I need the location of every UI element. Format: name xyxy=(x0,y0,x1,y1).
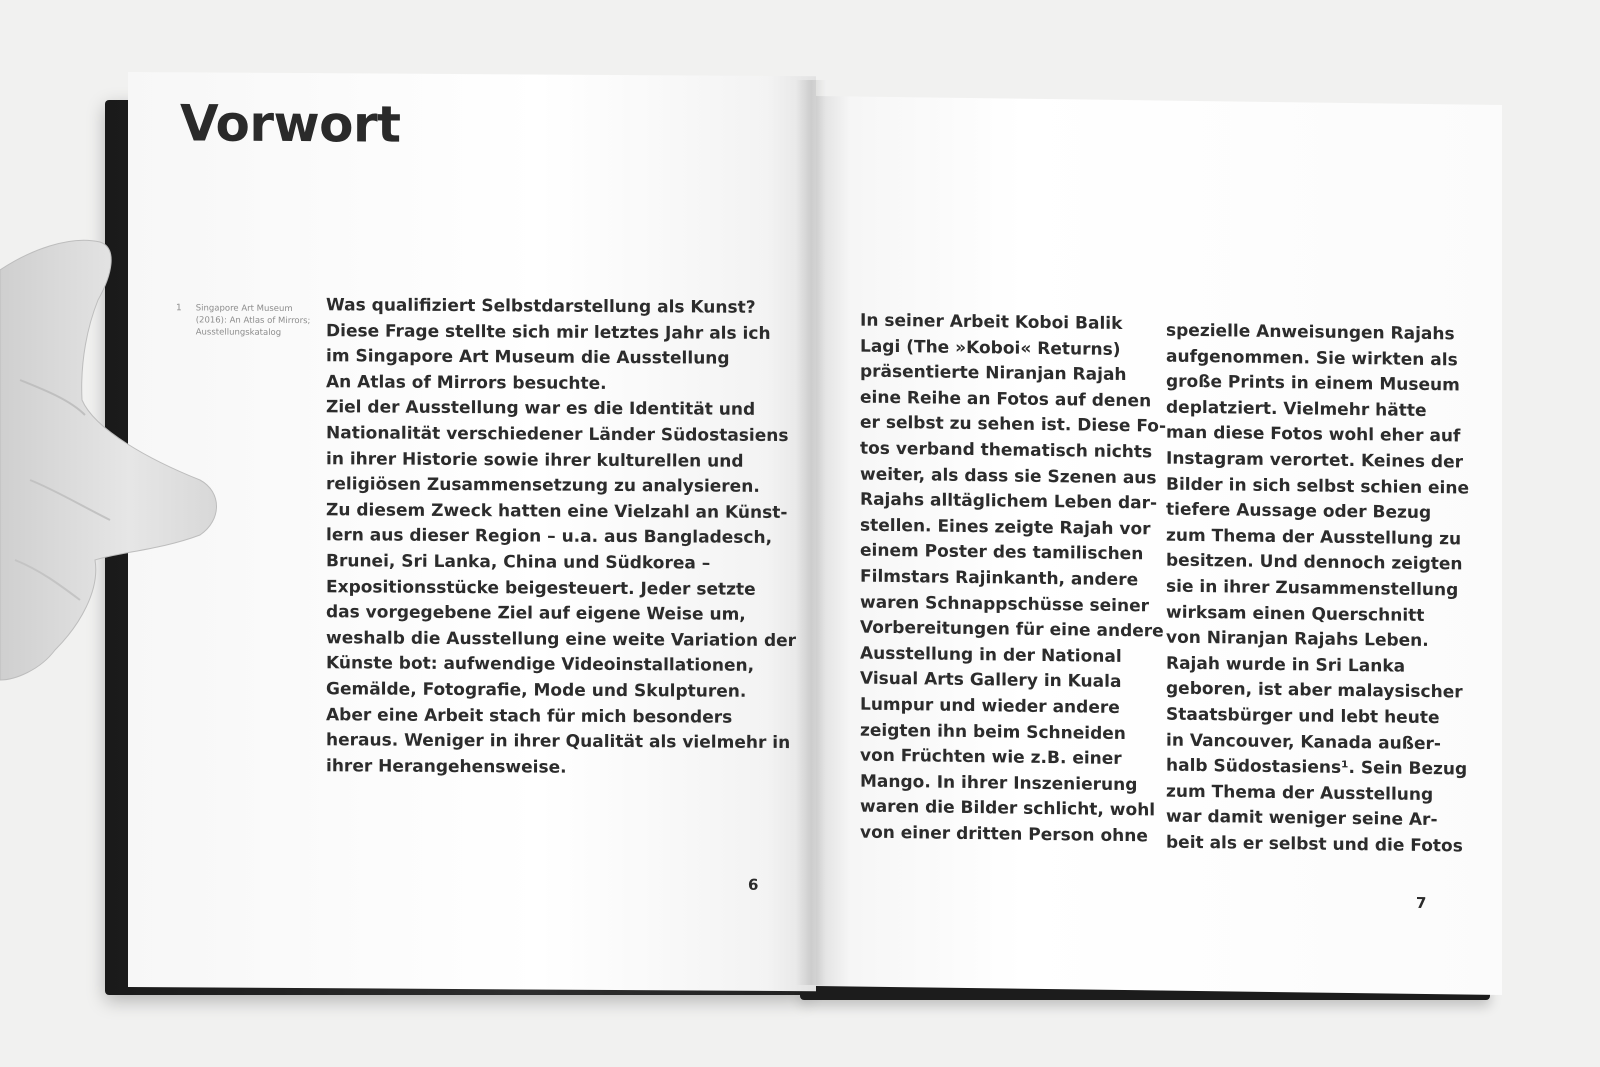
text-line: Brunei, Sri Lanka, China und Südkorea – xyxy=(326,551,711,574)
text-line: Ziel der Ausstellung war es die Identität und xyxy=(326,397,756,421)
text-line: tos verband thematisch nichts xyxy=(860,438,1153,463)
right-column-b xyxy=(1166,319,1469,860)
text-line: Nationalität verschiedener Länder Südostasiens xyxy=(326,423,789,447)
text-line: lern aus dieser Region – u.a. aus Bangladesch, xyxy=(326,525,773,549)
text-line: tiefere Aussage oder Bezug xyxy=(1166,499,1432,524)
text-line: spezielle Anweisungen Rajahs xyxy=(1166,320,1455,345)
text-line: zeigten ihn beim Schneiden xyxy=(860,720,1126,744)
right-column-a xyxy=(860,309,1166,850)
right-page xyxy=(816,96,1502,995)
text-line: halb Südostasiens¹. Sein Bezug xyxy=(1166,755,1468,780)
text-line: von Niranjan Rajahs Leben. xyxy=(1166,627,1429,652)
text-line: zum Thema der Ausstellung xyxy=(1166,781,1434,805)
text-line: war damit weniger seine Ar- xyxy=(1166,806,1438,831)
text-line: Expositionsstücke beigesteuert. Jeder setzte xyxy=(326,576,756,600)
page-number-left: 6 xyxy=(748,875,759,894)
text-line: Rajahs alltäglichem Leben dar- xyxy=(860,489,1158,514)
text-line: Ausstellung in der National xyxy=(860,643,1122,667)
text-line: er selbst zu sehen ist. Diese Fo- xyxy=(860,412,1166,437)
page-heading: Vorwort xyxy=(180,94,401,154)
text-line: Vorbereitungen für eine andere xyxy=(860,617,1164,642)
text-line: Diese Frage stellte sich mir letztes Jahr als ich xyxy=(326,320,771,344)
left-page xyxy=(128,72,816,991)
text-line: weshalb die Ausstellung eine weite Variation der xyxy=(326,627,797,651)
text-line: Staatsbürger und lebt heute xyxy=(1166,704,1440,729)
text-line: präsentierte Niranjan Rajah xyxy=(860,361,1127,386)
text-line: besitzen. Und dennoch zeigten xyxy=(1166,550,1463,575)
text-line: in Vancouver, Kanada außer- xyxy=(1166,730,1441,754)
text-line: große Prints in einem Museum xyxy=(1166,371,1460,396)
text-line: stellen. Eines zeigte Rajah vor xyxy=(860,515,1151,540)
text-line: das vorgegebene Ziel auf eigene Weise um, xyxy=(326,602,746,625)
text-line: im Singapore Art Museum die Ausstellung xyxy=(326,346,730,369)
text-line: An Atlas of Mirrors besuchte. xyxy=(326,371,607,394)
text-line: religiösen Zusammensetzung zu analysieren. xyxy=(326,474,760,498)
text-line: wirksam einen Querschnitt xyxy=(1166,602,1425,626)
text-line: aufgenommen. Sie wirkten als xyxy=(1166,346,1458,370)
text-line: beit als er selbst und die Fotos xyxy=(1166,832,1463,857)
text-line: man diese Fotos wohl eher auf xyxy=(1166,422,1461,447)
text-line: geboren, ist aber malaysischer xyxy=(1166,678,1463,703)
text-line: Gemälde, Fotografie, Mode und Skulpturen. xyxy=(326,679,747,702)
text-line: ihrer Herangehensweise. xyxy=(326,755,567,778)
text-line: deplatziert. Vielmehr hätte xyxy=(1166,397,1427,421)
text-line: Lagi (The »Koboi« Returns) xyxy=(860,336,1121,360)
text-line: zum Thema der Ausstellung zu xyxy=(1166,525,1462,550)
text-line: heraus. Weniger in ihrer Qualität als vielmehr in xyxy=(326,730,791,754)
page-number-right: 7 xyxy=(1416,893,1427,912)
text-line: sie in ihrer Zusammenstellung xyxy=(1166,576,1459,601)
text-line: Rajah wurde in Sri Lanka xyxy=(1166,653,1406,677)
glove-hand xyxy=(0,230,230,700)
text-line: In seiner Arbeit Koboi Balik xyxy=(860,310,1123,335)
text-line: einem Poster des tamilischen xyxy=(860,540,1144,565)
text-line: Was qualifiziert Selbstdarstellung als Kunst? xyxy=(326,295,756,318)
text-line: eine Reihe an Fotos auf denen xyxy=(860,387,1152,412)
text-line: von einer dritten Person ohne xyxy=(860,822,1148,847)
left-body-text xyxy=(326,293,797,782)
text-line: Instagram verortet. Keines der xyxy=(1166,448,1464,473)
text-line: Lumpur und wieder andere xyxy=(860,694,1120,718)
footnote-text: Singapore Art Museum (2016): An Atlas of Mirrors; Ausstellungskatalog xyxy=(195,303,311,338)
text-line: waren Schnappschüsse seiner xyxy=(860,592,1150,616)
text-line: Mango. In ihrer Inszenierung xyxy=(860,771,1138,795)
gutter-shadow xyxy=(796,80,826,985)
text-line: Visual Arts Gallery in Kuala xyxy=(860,668,1122,693)
text-line: Zu diesem Zweck hatten eine Vielzahl an Künst- xyxy=(326,499,788,523)
text-line: Aber eine Arbeit stach für mich besonders xyxy=(326,704,733,728)
text-line: in ihrer Historie sowie ihrer kulturellen und xyxy=(326,448,744,472)
text-line: Filmstars Rajinkanth, andere xyxy=(860,566,1139,591)
text-line: Bilder in sich selbst schien eine xyxy=(1166,474,1469,499)
footnote-number: 1 xyxy=(176,303,182,314)
text-line: weiter, als dass sie Szenen aus xyxy=(860,464,1157,489)
text-line: Künste bot: aufwendige Videoinstallationen, xyxy=(326,653,755,677)
text-line: von Früchten wie z.B. einer xyxy=(860,745,1122,770)
text-line: waren die Bilder schlicht, wohl xyxy=(860,796,1156,821)
